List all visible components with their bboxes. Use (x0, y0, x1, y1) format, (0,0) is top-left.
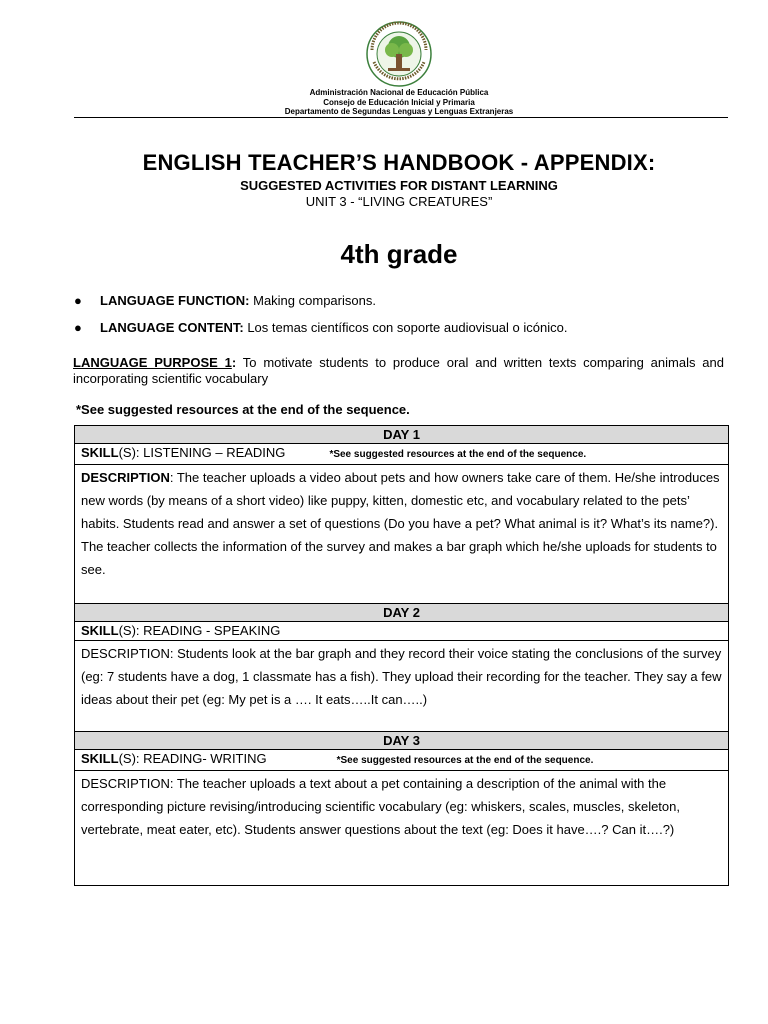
grade-heading: 4th grade (340, 239, 458, 269)
document-title: ENGLISH TEACHER’S HANDBOOK - APPENDIX: (142, 150, 656, 175)
bullet-icon: ● (74, 320, 82, 335)
bullet-label: LANGUAGE FUNCTION: (100, 293, 250, 308)
bullet-icon: ● (74, 293, 82, 308)
institution-line-3: Departamento de Segundas Lenguas y Lenguas Extranjeras (284, 107, 514, 116)
bullet-language-function (74, 293, 376, 308)
skill-label: SKILL (81, 751, 119, 766)
description-text: : The teacher uploads a video about pets and how owners take care of them. He/she introduces new words (by means of a short video) like puppy, kitten, domestic etc, and vocabulary related to the pets’ habits. Students read and answer a set of questions (Do you have a pet? What animal is it? What’s its name?). The teacher collects the information of the survey and makes a bar graph which he/she uploads for students to see. (81, 470, 720, 577)
skill-text: (S): READING - SPEAKING (118, 623, 281, 638)
activity-sequence-table (74, 425, 729, 886)
resources-note: *See suggested resources at the end of the sequence. (76, 402, 410, 417)
purpose-label: LANGUAGE PURPOSE 1 (73, 355, 232, 370)
institution-seal-logo (362, 20, 436, 88)
day-3-skill (75, 750, 729, 771)
description-text: DESCRIPTION: The teacher uploads a text about a pet containing a description of the animal with the corresponding picture revising/introducing scientific vocabulary (eg: whiskers, scales, muscles, skeleton, vertebrate, meat eater, etc). Students answer questions about the text (eg: Does it have….? Can it….?) (81, 776, 680, 837)
day-3-heading: DAY 3 (75, 732, 729, 750)
skill-label: SKILL (81, 445, 119, 460)
unit-title: UNIT 3 - “LIVING CREATURES” (305, 194, 493, 209)
skill-resources-note: *See suggested resources at the end of the sequence. (329, 449, 587, 460)
institution-line-2: Consejo de Educación Inicial y Primaria (323, 98, 475, 107)
language-purpose (73, 355, 724, 387)
day-3-description (75, 771, 729, 886)
bullet-language-content (74, 320, 567, 335)
bullet-text: Making comparisons. (249, 293, 376, 308)
day-1-heading: DAY 1 (75, 426, 729, 444)
skill-resources-note: *See suggested resources at the end of the sequence. (336, 755, 594, 766)
day-2-description (75, 641, 729, 732)
institution-line-1: Administración Nacional de Educación Pública (309, 88, 489, 97)
day-1-skill (75, 444, 729, 465)
day-2-heading: DAY 2 (75, 604, 729, 622)
description-text: DESCRIPTION: Students look at the bar graph and they record their voice stating the conclusions of the survey (eg: 7 students have a dog, 1 classmate has a fish). They upload their recording for the teacher. They say a few ideas about their pet (eg: My pet is a …. It eats…..It can…..) (81, 646, 722, 707)
header-divider (74, 117, 728, 118)
document-subtitle: SUGGESTED ACTIVITIES FOR DISTANT LEARNING (240, 178, 558, 193)
day-1-description (75, 465, 729, 604)
day-2-skill (75, 622, 729, 641)
description-label: DESCRIPTION (81, 470, 170, 485)
skill-label: SKILL (81, 623, 119, 638)
skill-text: (S): LISTENING – READING (118, 445, 286, 460)
bullet-text: Los temas científicos con soporte audiovisual o icónico. (243, 320, 568, 335)
purpose-text: To motivate students to produce oral and written texts comparing animals and incorporating scientific vocabulary (73, 355, 724, 386)
skill-text: (S): READING- WRITING (118, 751, 267, 766)
purpose-colon: : (231, 355, 237, 370)
bullet-label: LANGUAGE CONTENT: (100, 320, 244, 335)
